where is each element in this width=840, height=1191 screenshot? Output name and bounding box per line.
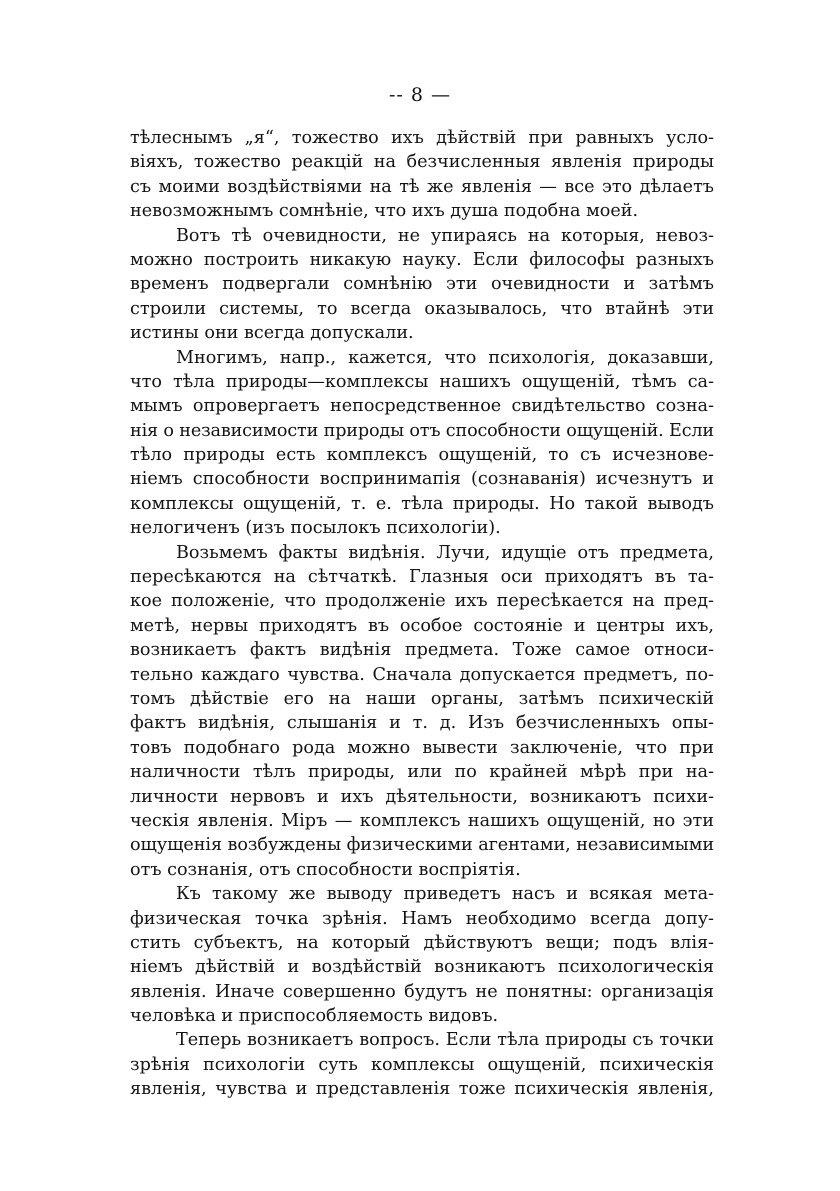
text-line: товъ подобнаго рода можно вывести заключеніе, что при bbox=[130, 737, 714, 758]
text-line: Вотъ тѣ очевидности, не упираясь на которыя, невоз- bbox=[176, 225, 714, 246]
text-line: тельно каждаго чувства. Сначала допускается предметъ, по- bbox=[130, 664, 714, 685]
text-line: строили системы, то всегда оказывалось, что втайнѣ эти bbox=[130, 298, 714, 319]
text-line: Къ такому же выводу приведетъ насъ и всякая мета- bbox=[176, 884, 714, 905]
text-line: ческія явленія. Міръ — комплексъ нашихъ ощущеній, но эти bbox=[130, 810, 714, 831]
text-line: отъ сознанія, отъ способности воспріятія. bbox=[130, 859, 521, 880]
text-line: фактъ видѣнія, слышанія и т. д. Изъ безчисленныхъ опы- bbox=[130, 713, 714, 734]
text-line: физическая точка зрѣнія. Намъ необходимо всегда допу- bbox=[130, 908, 714, 929]
text-line: ніемъ способности воспринимапія (сознаванія) исчезнутъ и bbox=[130, 469, 714, 490]
text-line: явленія, чувства и представленія тоже психическія явленія, bbox=[130, 1079, 714, 1100]
text-line: явленія. Иначе совершенно будутъ не понятны: организація bbox=[130, 981, 714, 1002]
text-line: кое положеніе, что продолженіе ихъ пересѣкается на пред- bbox=[130, 591, 714, 612]
text-line: невозможнымъ сомнѣніе, что ихъ душа подобна моей. bbox=[130, 201, 639, 222]
text-line: наличности тѣлъ природы, или по крайней мѣрѣ при на- bbox=[130, 762, 714, 783]
text-line: возникаетъ фактъ видѣнія предмета. Тоже самое относи- bbox=[130, 640, 714, 661]
text-line: личности нервовъ и ихъ дѣятельности, возникаютъ психи- bbox=[130, 786, 714, 807]
text-line: стить субъектъ, на который дѣйствуютъ вещи; подъ влія- bbox=[130, 932, 714, 953]
text-line: зрѣнія психологіи суть комплексы ощущеній, психическія bbox=[130, 1054, 714, 1075]
text-line: нелогиченъ (изъ посылокъ психологіи). bbox=[130, 518, 501, 539]
text-line: Многимъ, напр., кажется, что психологія, доказавши, bbox=[176, 347, 714, 368]
text-line: тѣло природы есть комплексъ ощущеній, то съ исчезнове- bbox=[130, 445, 714, 466]
text-line: віяхъ, тожество реакцій на безчисленныя явленія природы bbox=[130, 152, 714, 173]
text-line: съ моими воздѣйствіями на тѣ же явленія — все это дѣлаетъ bbox=[130, 176, 714, 197]
text-line: ощущенія возбуждены физическими агентами, независимыми bbox=[130, 835, 714, 856]
page-number: -- 8 — bbox=[388, 84, 451, 106]
text-line: пересѣкаются на сѣтчаткѣ. Глазныя оси приходятъ въ та- bbox=[130, 567, 714, 588]
text-line: можно построить никакую науку. Если философы разныхъ bbox=[130, 249, 714, 270]
text-line: томъ дѣйствіе его на наши органы, затѣмъ психическій bbox=[130, 688, 714, 709]
text-line: временъ подвергали сомнѣнію эти очевидности и затѣмъ bbox=[130, 274, 714, 295]
text-line: метѣ, нервы приходятъ въ особое состояніе и центры ихъ, bbox=[130, 615, 714, 636]
text-line: комплексы ощущеній, т. е. тѣла природы. Но такой выводъ bbox=[130, 493, 714, 514]
text-line: тѣлеснымъ „я“, тожество ихъ дѣйствій при равныхъ усло- bbox=[130, 128, 714, 148]
body-text bbox=[130, 126, 714, 1102]
text-line: нія о независимости природы отъ способности ощущеній. Если bbox=[130, 420, 714, 441]
text-line: ніемъ дѣйствій и воздѣйствій возникаютъ психологическія bbox=[130, 957, 714, 978]
text-line: человѣка и приспособляемость видовъ. bbox=[130, 1006, 499, 1027]
text-line: что тѣла природы—комплексы нашихъ ощущеній, тѣмъ са- bbox=[130, 371, 714, 392]
text-line: мымъ опровергаетъ непосредственное свидѣтельство созна- bbox=[130, 396, 714, 417]
text-line: Возьмемъ факты видѣнія. Лучи, идущіе отъ предмета, bbox=[176, 542, 714, 563]
text-line: Теперь возникаетъ вопросъ. Если тѣла природы съ точки bbox=[176, 1030, 714, 1051]
text-line: истины они всегда допускали. bbox=[130, 323, 414, 344]
